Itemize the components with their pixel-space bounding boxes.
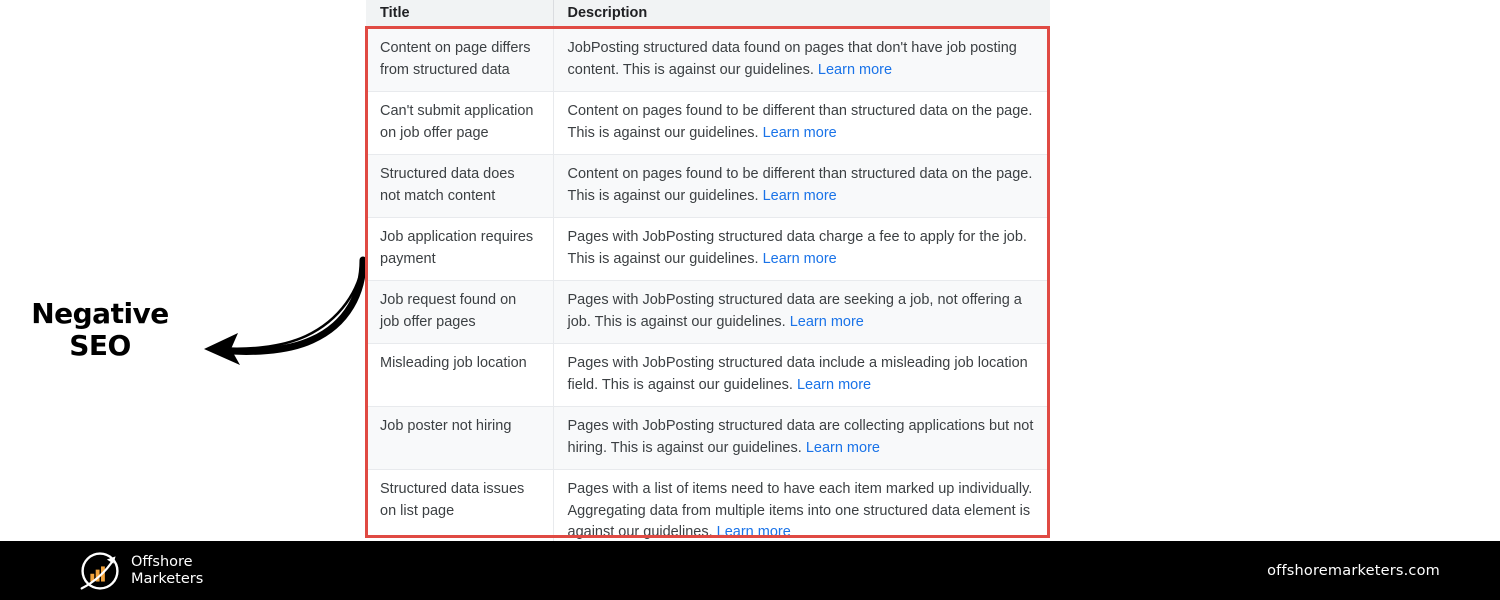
cell-description [553,92,1050,155]
table-row [366,218,1050,281]
column-header-title: Title [366,0,553,29]
description-text: Pages with JobPosting structured data are seeking a job, not offering a job. This is against our guidelines. [567,292,1022,330]
cell-description [553,155,1050,218]
description-text: Pages with a list of items need to have each item marked up individually. Aggregating data from multiple items into one structured data element is against our guidelines. [567,481,1033,540]
learn-more-link[interactable]: Learn more [817,61,893,78]
learn-more-link[interactable]: Learn more [789,313,864,330]
cell-description [553,407,1050,470]
description-text: Content on pages found to be different than structured data on the page. This is against our guidelines. [567,103,1033,141]
column-header-description: Description [553,0,1050,29]
table-row [366,29,1050,92]
table-header [366,0,1050,29]
cell-title: Job application requires payment [366,218,553,281]
table-row [366,344,1050,407]
table-row [366,281,1050,344]
description-text: Pages with JobPosting structured data include a misleading job location field. This is against our guidelines. [567,355,1028,393]
brand-name: Offshore Marketers [131,553,204,587]
description-text: Pages with JobPosting structured data are collecting applications but not hiring. This is against our guidelines. [567,418,1034,456]
learn-more-link[interactable]: Learn more [762,124,837,141]
cell-title: Misleading job location [366,344,553,407]
cell-title: Job poster not hiring [366,407,553,470]
learn-more-link[interactable]: Learn more [762,250,837,267]
description-text: Content on pages found to be different than structured data on the page. This is against our guidelines. [567,166,1033,204]
cell-title: Content on page differs from structured data [366,29,553,92]
structured-data-issues-table [366,0,1050,600]
learn-more-link[interactable]: Learn more [805,439,880,456]
table-row [366,92,1050,155]
learn-more-link[interactable]: Learn more [796,376,872,393]
description-text: Pages with JobPosting structured data charge a fee to apply for the job. This is against our guidelines. [567,229,1027,267]
page-footer [0,541,1500,600]
table-body [366,29,1050,600]
site-url: offshoremarketers.com [1267,562,1440,579]
learn-more-link[interactable]: Learn more [762,187,837,204]
cell-title: Can't submit application on job offer page [366,92,553,155]
cell-title: Structured data does not match content [366,155,553,218]
table-row [366,155,1050,218]
annotation-group [0,240,370,390]
table-row [366,407,1050,470]
cell-title: Job request found on job offer pages [366,281,553,344]
learn-more-link[interactable]: Learn more [716,524,791,540]
offshore-marketers-logo [78,549,122,593]
table-header-row [366,0,1050,29]
cell-description [553,281,1050,344]
brand-lockup [78,549,203,593]
description-text: JobPosting structured data found on pages that don't have job posting content. This is against our guidelines. [567,40,1017,78]
curved-arrow-icon [180,240,380,390]
cell-description [553,344,1050,407]
cell-title: Structured data issues on list page [366,470,553,555]
cell-description [553,218,1050,281]
cell-description [553,29,1050,92]
annotation-label: Negative SEO [31,297,169,362]
